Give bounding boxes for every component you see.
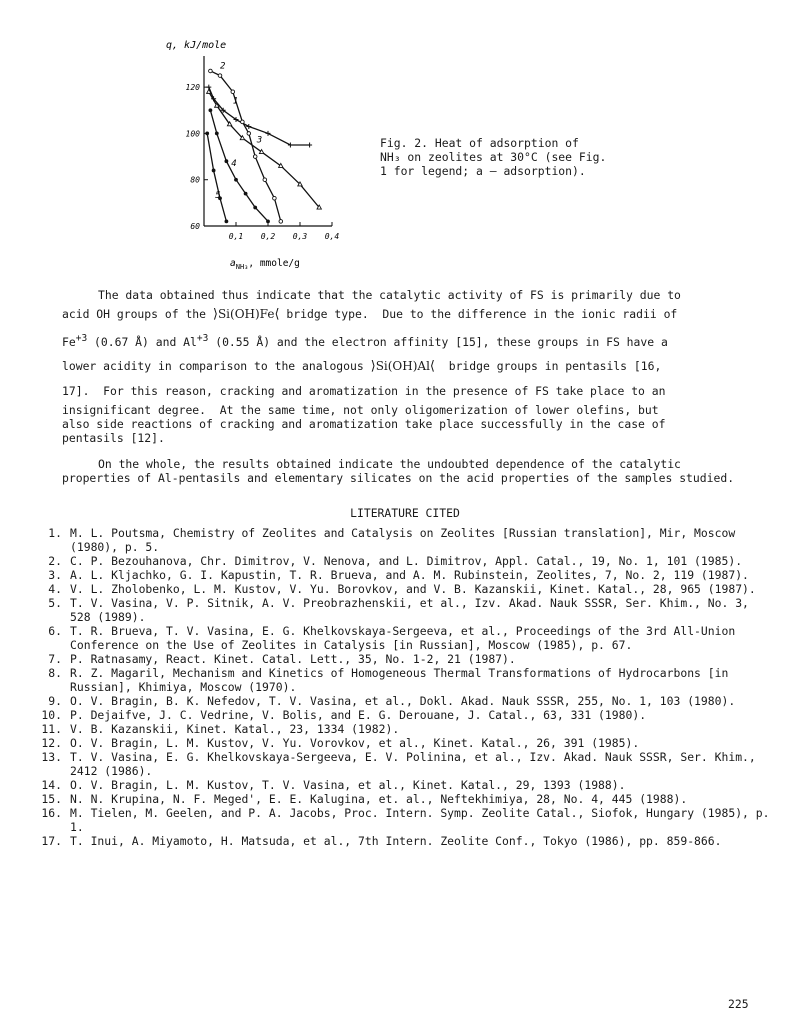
reference-item [40,526,770,554]
p1-line-8: pentasils [12]. [62,430,165,445]
series-label: 3 [256,135,263,146]
fe-charge: +3 [75,333,88,344]
paragraph-1 [62,288,752,445]
reference-item [40,806,770,834]
data-point [244,192,248,196]
reference-item [40,568,770,582]
chart-ticks [186,83,340,241]
reference-text: O. V. Bragin, L. M. Kustov, V. Yu. Vorovkov, et al., Kinet. Katal., 26, 391 (1985). [70,736,640,750]
bridge-bond-left-icon: ⟩ [370,358,376,374]
data-point [288,143,293,148]
fe-symbol: Fe [62,334,76,349]
data-point [215,132,219,136]
paragraph-2: On the whole, the results obtained indicate the undoubted dependence of the catalytic properties of Al-pentasils and elementary silicates on the acid properties of the samples studied. [62,456,735,485]
reference-text: O. V. Bragin, B. K. Nefedov, T. V. Vasina, et al., Dokl. Akad. Nauk SSSR, 255, No. 1, 103 (1980). [70,694,736,708]
data-point [253,155,257,159]
p1-line-6: insignificant degree. At the same time, not only oligomerization of lower olefins, but [62,402,659,417]
bridge-bond-right-icon: ⟨ [274,307,280,322]
series-label: 4 [231,158,237,169]
al-charge: +3 [196,333,209,344]
reference-list [40,526,770,848]
p1-line-3-rest: (0.55 Å) and the electron affinity [15], these groups in FS have a [208,334,668,349]
reference-number: 13. [41,750,62,764]
reference-item [40,624,770,652]
reference-text: O. V. Bragin, L. M. Kustov, T. V. Vasina, et al., Kinet. Katal., 29, 1393 (1988). [70,778,626,792]
reference-text: T. V. Vasina, V. P. Sitnik, A. V. Preobrazhenskii, et al., Izv. Akad. Nauk SSSR, Ser. Khim., No. 3, 528 (1989). [70,596,749,624]
data-point [234,178,238,182]
reference-text: T. V. Vasina, E. G. Khelkovskaya-Sergeeva, E. V. Polinina, et al., Izv. Akad. Nauk SSSR, Ser. Khim., 2412 (1986). [70,750,756,778]
x-axis-label-symbol: a [230,258,236,269]
reference-item [40,652,770,666]
y-tick-label: 80 [190,175,200,185]
data-point [209,108,213,112]
reference-number: 6. [48,624,62,638]
body-text [62,288,752,497]
reference-item [40,596,770,624]
reference-number: 7. [48,652,62,666]
reference-text: C. P. Bezouhanova, Chr. Dimitrov, V. Nenova, and L. Dimitrov, Appl. Catal., 19, No. 1, 101 (1985). [70,554,743,568]
literature-heading: LITERATURE CITED [350,506,460,520]
p1-line-2 [62,302,752,327]
figure-caption [380,136,640,178]
reference-text: M. Tielen, M. Geelen, and P. A. Jacobs, Proc. Intern. Symp. Zeolite Catal., Siofok, Hungary (1985), p. 1. [70,806,770,834]
reference-number: 8. [48,666,62,680]
p1-line-7: also side reactions of cracking and aromatization take place successfully in the case of [62,416,666,431]
p1-line-2-rest: bridge type. Due to the difference in the ionic radii of [279,307,678,321]
reference-text: T. R. Brueva, T. V. Vasina, E. G. Khelkovskaya-Sergeeva, et al., Proceedings of the 3rd All-Union Conference on the Use of Zeolites in Catalysis [in Russian], Moscow (1985), p. 67. [70,624,736,652]
reference-item [40,708,770,722]
p1-line-2-text: acid OH groups of the [62,307,213,321]
x-axis-label-unit: , mmole/g [248,258,300,269]
data-point [279,220,283,224]
reference-item [40,736,770,750]
y-tick-label: 100 [185,129,200,139]
data-point [241,120,245,124]
x-tick-label: 0,2 [260,232,276,241]
x-axis-label [230,258,300,271]
reference-text: A. L. Kljachko, G. I. Kapustin, T. R. Brueva, and A. M. Rubinstein, Zeolites, 7, No. 2, 119 (1987). [70,568,749,582]
x-tick-label: 0,1 [228,232,244,241]
data-point [205,132,209,136]
reference-number: 5. [48,596,62,610]
reference-number: 1. [48,526,62,540]
p1-line-4-text: lower acidity in comparison to the analogous [62,358,371,373]
reference-number: 12. [41,736,62,750]
data-point [225,159,229,163]
reference-number: 2. [48,554,62,568]
data-point [266,131,271,136]
reference-number: 15. [41,792,62,806]
y-tick-label: 120 [185,83,200,93]
reference-item [40,750,770,778]
reference-item [40,792,770,806]
data-point [246,124,251,129]
al-bridge-group: Si(OH)Al [375,358,430,373]
data-point [218,74,222,78]
fe-bridge-group: Si(OH)Fe [217,307,275,321]
data-point [307,143,312,148]
reference-item [40,554,770,568]
chart-curves [205,62,321,224]
data-point [263,178,267,182]
page-number: 225 [728,997,749,1011]
y-tick-label: 60 [190,222,200,231]
series-label: 1 [232,96,239,107]
reference-number: 16. [41,806,62,820]
series-label: 5 [215,191,221,202]
reference-text: P. Dejaifve, J. C. Vedrine, V. Bolis, and E. G. Derouane, J. Catal., 63, 331 (1980). [70,708,647,722]
reference-number: 14. [41,778,62,792]
reference-item [40,694,770,708]
data-point [253,206,257,210]
x-axis-label-subscript: NH₃ [235,263,249,271]
reference-item [40,834,770,848]
y-axis-label: q, kJ/mole [166,40,227,51]
figure-2 [160,34,340,274]
data-point [266,219,270,223]
p1-line-4 [62,354,752,379]
reference-number: 10. [41,708,62,722]
reference-number: 4. [48,582,62,596]
x-tick-label: 0,4 [324,232,340,241]
data-point [209,69,213,73]
reference-text: R. Z. Magaril, Mechanism and Kinetics of Homogeneous Thermal Transformations of Hydrocarbons [in Russian], Khimiya, Moscow (1970). [70,666,729,694]
reference-text: N. N. Krupina, N. F. Meged', E. E. Kalugina, et. al., Neftekhimiya, 28, No. 4, 445 (1988). [70,792,688,806]
data-point [231,90,235,94]
data-point [225,219,229,223]
reference-item [40,666,770,694]
p1-line-5: 17]. For this reason, cracking and aromatization in the presence of FS take place to an [62,383,666,398]
series-label: 2 [220,61,226,72]
caption-line-2: NH₃ on zeolites at 30°C (see Fig. [380,150,607,164]
reference-item [40,778,770,792]
data-point [247,132,251,136]
reference-text: V. L. Zholobenko, L. M. Kustov, V. Yu. Borovkov, and V. B. Kazanskii, Kinet. Katal., 28, 965 (1987). [70,582,756,596]
data-point [212,169,216,173]
p1-line-3 [62,327,752,354]
series-line [209,92,319,208]
bridge-bond-right-icon: ⟨ [429,358,435,374]
reference-item [40,582,770,596]
reference-text: P. Ratnasamy, React. Kinet. Catal. Lett., 35, No. 1-2, 21 (1987). [70,652,516,666]
reference-number: 11. [41,722,62,736]
bridge-bond-left-icon: ⟩ [212,307,218,322]
series-line [207,133,226,221]
data-point [273,196,277,200]
reference-number: 9. [48,694,62,708]
reference-item [40,722,770,736]
p1-line-3-text: (0.67 Å) and Al [87,334,197,349]
reference-number: 17. [41,834,62,848]
caption-line-3: 1 for legend; a — adsorption). [380,164,586,178]
x-tick-label: 0,3 [292,232,308,241]
reference-text: T. Inui, A. Miyamoto, H. Matsuda, et al., 7th Intern. Zeolite Conf., Tokyo (1986), pp. 859-866. [70,834,722,848]
p1-line-4-rest: bridge groups in pentasils [16, [435,358,662,373]
reference-text: M. L. Poutsma, Chemistry of Zeolites and Catalysis on Zeolites [Russian translation], Mir, Moscow (1980), p. 5. [70,526,736,554]
caption-line-1: Fig. 2. Heat of adsorption of [380,136,579,150]
p1-line-1: The data obtained thus indicate that the catalytic activity of FS is primarily due to [98,288,681,302]
literature-cited [40,506,770,848]
reference-number: 3. [48,568,62,582]
adsorption-heat-chart [160,34,340,274]
reference-text: V. B. Kazanskii, Kinet. Katal., 23, 1334 (1982). [70,722,400,736]
